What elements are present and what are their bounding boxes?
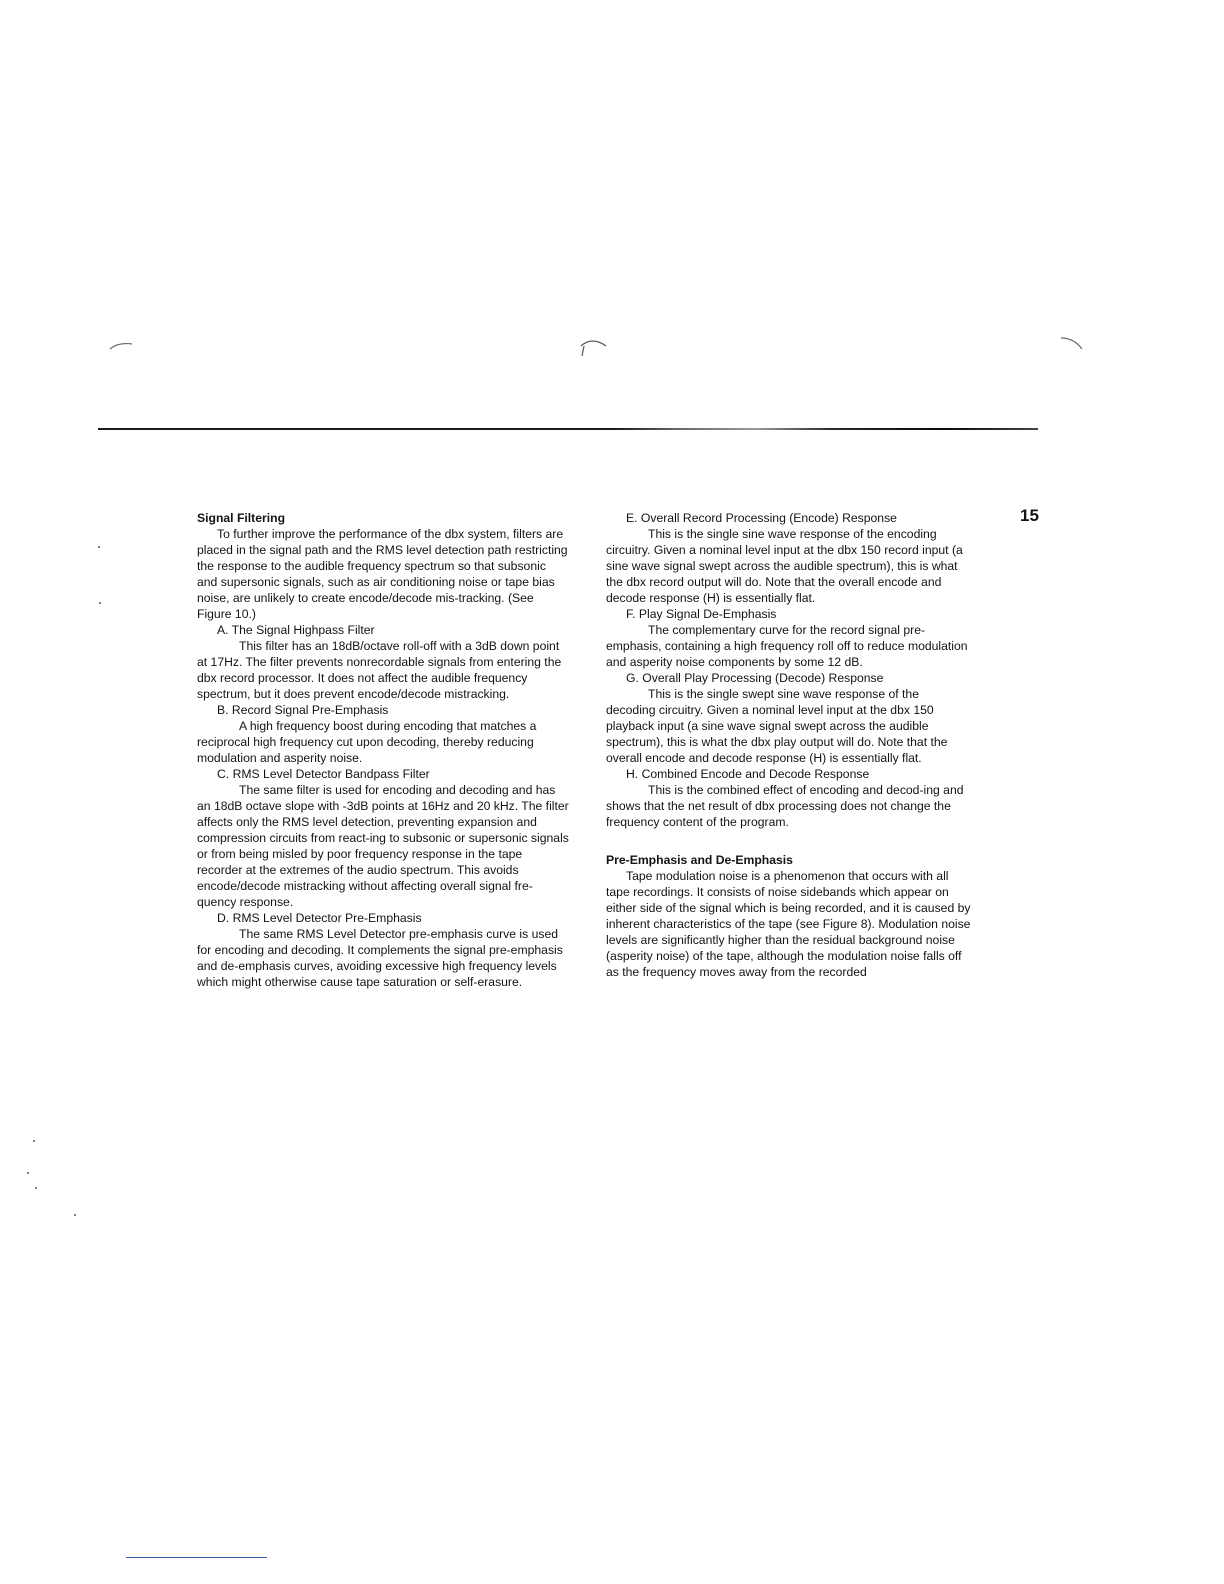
item-body: The same RMS Level Detector pre-emphasis curve is used for encoding and decoding. It complements the signal pre-emphasis and de-emphasis curves, avoiding excessive high frequency levels which might otherwise cause tape saturation or self-erasure. xyxy=(197,927,563,989)
scan-mark-right xyxy=(1058,334,1088,354)
section-heading: Pre-Emphasis and De-Emphasis xyxy=(606,853,793,867)
item-body: This filter has an 18dB/octave roll-off with a 3dB down point at 17Hz. The filter prevents nonrecordable signals from entering the dbx record processor. It does not affect the audible frequency spectrum, but it does prevent encode/decode mistracking. xyxy=(197,639,562,701)
scan-speck xyxy=(35,1187,37,1189)
page-number: 15 xyxy=(1020,506,1039,525)
section-heading: Signal Filtering xyxy=(197,511,286,525)
scan-speck xyxy=(74,1214,76,1216)
item-title: A. The Signal Highpass Filter xyxy=(217,623,375,637)
item-body: A high frequency boost during encoding that matches a reciprocal high frequency cut upon decoding, thereby reducing modulation and asperity noise. xyxy=(197,719,537,765)
item-body: This is the single sine wave response of the encoding circuitry. Given a nominal level input at the dbx 150 record input (a sine wave signal swept across the audible spectrum), this is what the dbx record output will do. Note that the overall encode and decode response (H) is essentially flat. xyxy=(606,527,963,605)
right-column xyxy=(606,510,971,980)
item-title: D. RMS Level Detector Pre-Emphasis xyxy=(217,911,422,925)
scan-speck xyxy=(99,602,101,604)
item-body: The same filter is used for encoding and decoding and has an 18dB octave slope with -3dB points at 16Hz and 20 kHz. The filter affects only the RMS level detection, preventing expansion and compression circuits from react-ing to subsonic or supersonic signals or from being misled by poor frequency response in the tape recorder at the extremes of the audio spectrum. This avoids encode/decode mistracking without affecting overall signal fre-quency response. xyxy=(197,783,569,909)
scan-speck xyxy=(27,1172,29,1174)
item-title: F. Play Signal De-Emphasis xyxy=(626,607,777,621)
item-body: This is the combined effect of encoding and decod-ing and shows that the net result of dbx processing does not change the frequency content of the program. xyxy=(606,783,964,829)
item-title: B. Record Signal Pre-Emphasis xyxy=(217,703,389,717)
section-paragraph: Tape modulation noise is a phenomenon that occurs with all tape recordings. It consists of noise sidebands which appear on either side of the signal which is being recorded, and it is caused by inherent characteristics of the tape (see Figure 8). Modulation noise levels are significantly higher than the residual background noise (asperity noise) of the tape, although the modulation noise falls off as the frequency moves away from the recorded xyxy=(606,869,971,979)
scan-mark-left xyxy=(108,338,138,352)
item-body: The complementary curve for the record signal pre-emphasis, containing a high frequency roll off to reduce modulation and asperity noise components by some 12 dB. xyxy=(606,623,968,669)
bottom-rule xyxy=(126,1557,267,1558)
item-title: C. RMS Level Detector Bandpass Filter xyxy=(217,767,430,781)
intro-paragraph: To further improve the performance of the dbx system, filters are placed in the signal path and the RMS level detection path restricting the response to the audible frequency spectrum so that subsonic and supersonic signals, such as air conditioning noise or tape bias noise, are unlikely to create encode/decode mis-tracking. (See Figure 10.) xyxy=(197,527,568,621)
item-title: E. Overall Record Processing (Encode) Response xyxy=(626,511,897,525)
item-body: This is the single swept sine wave response of the decoding circuitry. Given a nominal level input at the dbx 150 playback input (a sine wave signal swept across the audible spectrum), this is what the dbx play output will do. Note that the overall encode and decode response (H) is essentially flat. xyxy=(606,687,948,765)
scan-speck xyxy=(98,546,100,548)
item-title: G. Overall Play Processing (Decode) Response xyxy=(626,671,884,685)
scan-mark-center xyxy=(578,334,612,360)
scan-speck xyxy=(33,1140,35,1142)
top-rule xyxy=(98,428,1038,430)
left-column xyxy=(197,510,569,990)
item-title: H. Combined Encode and Decode Response xyxy=(626,767,870,781)
section-gap xyxy=(606,830,971,852)
